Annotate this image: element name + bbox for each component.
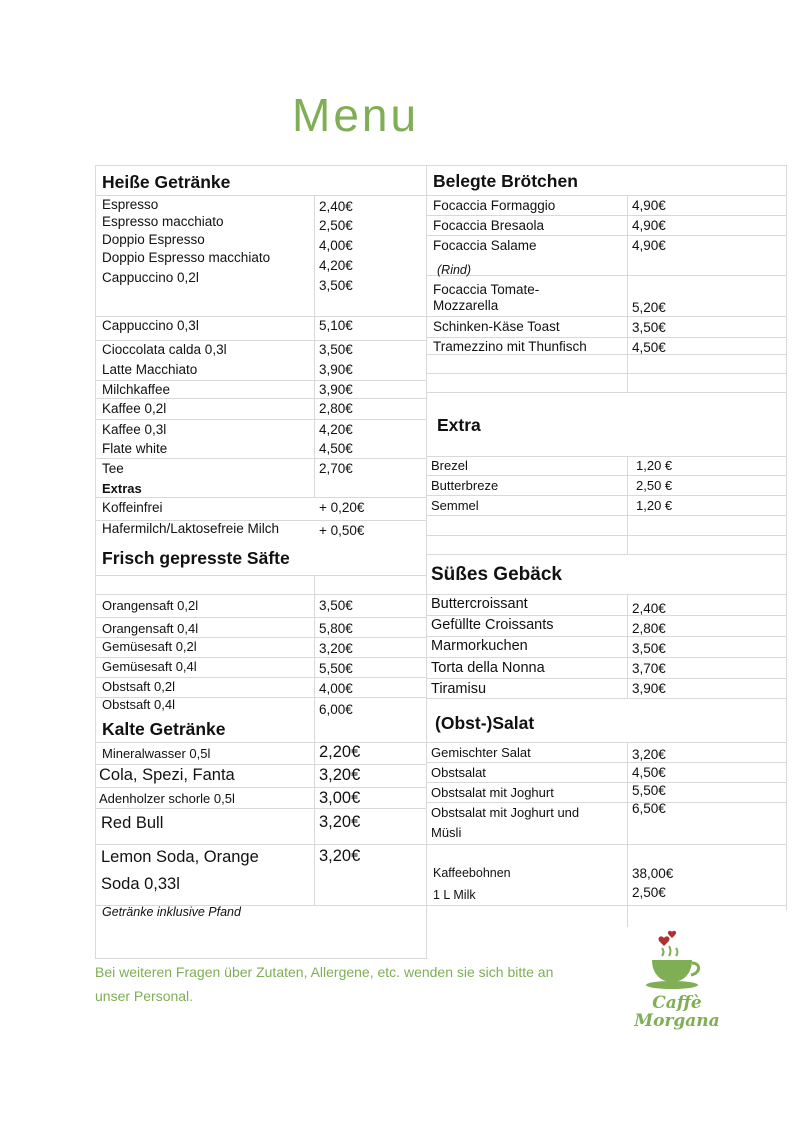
- allergen-note-line1: Bei weiteren Fragen über Zutaten, Allergene, etc. wenden sie sich bitte an: [95, 964, 554, 980]
- section-heading: Extra: [437, 415, 481, 435]
- item-price: 3,90€: [319, 362, 353, 377]
- item-price: 4,50€: [632, 340, 666, 355]
- item-name: Espresso: [102, 197, 159, 212]
- section-heading: Belegte Brötchen: [433, 171, 578, 191]
- allergen-note-line2: unser Personal.: [95, 988, 194, 1004]
- item-name: Obstsaft 0,4l: [102, 697, 175, 712]
- item-price: 6,00€: [319, 702, 353, 717]
- item-name: Obstsaft 0,2l: [102, 679, 175, 694]
- item-price: 2,40€: [632, 601, 666, 616]
- item-price: 38,00€: [632, 866, 674, 881]
- item-name: Milchkaffee: [102, 382, 171, 397]
- item-price: 5,20€: [632, 300, 666, 315]
- item-price: 2,50 €: [636, 478, 673, 493]
- item-price: 3,20€: [632, 747, 666, 762]
- item-price: 2,50€: [319, 218, 353, 233]
- item-price: 2,50€: [632, 885, 666, 900]
- item-price: 5,10€: [319, 318, 353, 333]
- item-price: 3,90€: [632, 681, 666, 696]
- item-price: 4,90€: [632, 218, 666, 233]
- item-name: Gefüllte Croissants: [431, 617, 554, 633]
- item-price: 2,70€: [319, 461, 353, 476]
- section-heading: Heiße Getränke: [102, 172, 231, 192]
- item-price: 3,20€: [319, 847, 361, 865]
- item-price: 3,50€: [319, 342, 353, 357]
- item-price: 1,20 €: [636, 498, 673, 513]
- item-name: Tee: [102, 461, 124, 476]
- item-price: 2,20€: [319, 743, 361, 761]
- item-price: 4,90€: [632, 238, 666, 253]
- item-name: Cappuccino 0,2l: [102, 270, 199, 285]
- section-heading: Süßes Gebäck: [431, 564, 562, 585]
- item-price: 1,20 €: [636, 458, 673, 473]
- item-price: 3,70€: [632, 661, 666, 676]
- logo-text: [612, 994, 742, 1030]
- extras-heading: Extras: [102, 481, 142, 496]
- item-name: Focaccia Bresaola: [433, 218, 545, 233]
- item-price: 3,90€: [319, 382, 353, 397]
- caffe-morgana-logo: [612, 928, 742, 1038]
- item-price: 5,80€: [319, 621, 353, 636]
- extra-name: Koffeinfrei: [102, 500, 163, 515]
- item-name: Doppio Espresso: [102, 232, 205, 247]
- item-name: Obstsalat: [431, 765, 486, 780]
- item-name: Adenholzer schorle 0,5l: [99, 791, 235, 806]
- item-price: 4,00€: [319, 238, 353, 253]
- item-name: Buttercroissant: [431, 596, 528, 612]
- section-heading: (Obst-)Salat: [435, 713, 535, 733]
- item-price: 6,50€: [632, 801, 666, 816]
- item-name: Cioccolata calda 0,3l: [102, 342, 227, 357]
- item-name: Tramezzino mit Thunfisch: [433, 339, 587, 354]
- item-price: 3,20€: [319, 641, 353, 656]
- item-price: 5,50€: [632, 783, 666, 798]
- item-name: Brezel: [431, 458, 468, 473]
- logo-line1: Caffè: [652, 993, 702, 1013]
- item-price: 2,80€: [632, 621, 666, 636]
- item-price: 4,20€: [319, 258, 353, 273]
- item-name: Gemüsesaft 0,4l: [102, 659, 197, 674]
- item-price: 3,20€: [319, 813, 361, 831]
- extra-price: + 0,50€: [319, 523, 365, 538]
- item-price: 4,00€: [319, 681, 353, 696]
- item-price: 4,50€: [632, 765, 666, 780]
- item-name: Gemischter Salat: [431, 745, 531, 760]
- item-price: 3,50€: [632, 320, 666, 335]
- item-name: Kaffeebohnen: [433, 866, 511, 880]
- item-name-line2: Soda 0,33l: [101, 875, 180, 893]
- item-name: Red Bull: [101, 814, 164, 832]
- section-heading: Frisch gepresste Säfte: [102, 548, 290, 568]
- item-name: 1 L Milk: [433, 888, 476, 902]
- section-heading: Kalte Getränke: [102, 719, 226, 739]
- item-price: 3,50€: [319, 598, 353, 613]
- item-name: Focaccia Tomate-: [433, 282, 540, 297]
- item-price: 4,50€: [319, 441, 353, 456]
- item-name: Mineralwasser 0,5l: [102, 746, 211, 761]
- item-name: Tiramisu: [431, 681, 487, 697]
- page-title: Menu: [292, 89, 420, 141]
- pfand-note: Getränke inklusive Pfand: [102, 905, 241, 919]
- item-sub: (Rind): [437, 263, 472, 277]
- item-price: 4,90€: [632, 198, 666, 213]
- extra-name: Hafermilch/Laktosefreie Milch: [102, 521, 280, 536]
- item-name: Semmel: [431, 498, 479, 513]
- extra-price: + 0,20€: [319, 500, 365, 515]
- item-name: Cola, Spezi, Fanta: [99, 766, 235, 784]
- item-name: Kaffee 0,2l: [102, 401, 167, 416]
- item-name: Focaccia Salame: [433, 238, 537, 253]
- item-name: Butterbreze: [431, 478, 499, 493]
- item-price: 2,80€: [319, 401, 353, 416]
- item-price: 3,20€: [319, 766, 361, 784]
- item-price: 3,50€: [319, 278, 353, 293]
- allergen-note: [95, 960, 595, 1008]
- item-name-line2: Müsli: [431, 825, 462, 840]
- item-name: Latte Macchiato: [102, 362, 198, 377]
- item-name: Focaccia Formaggio: [433, 198, 556, 213]
- item-name: Obstsalat mit Joghurt und: [431, 805, 580, 820]
- item-name: Doppio Espresso macchiato: [102, 250, 271, 265]
- item-price: 3,00€: [319, 789, 361, 807]
- logo-line2: Morgana: [634, 1011, 720, 1031]
- item-name: Schinken-Käse Toast: [433, 319, 560, 334]
- item-name: Kaffee 0,3l: [102, 422, 167, 437]
- item-name-line2: Mozzarella: [433, 298, 499, 313]
- item-name: Gemüsesaft 0,2l: [102, 639, 197, 654]
- item-name: Lemon Soda, Orange: [101, 848, 259, 866]
- item-name: Flate white: [102, 441, 168, 456]
- item-price: 5,50€: [319, 661, 353, 676]
- item-price: 4,20€: [319, 422, 353, 437]
- item-name: Espresso macchiato: [102, 214, 224, 229]
- item-name: Orangensaft 0,4l: [102, 621, 199, 636]
- item-price: 3,50€: [632, 641, 666, 656]
- item-name: Obstsalat mit Joghurt: [431, 785, 554, 800]
- item-name: Torta della Nonna: [431, 660, 545, 676]
- item-name: Cappuccino 0,3l: [102, 318, 199, 333]
- item-name: Orangensaft 0,2l: [102, 598, 199, 613]
- item-price: 2,40€: [319, 199, 353, 214]
- item-name: Marmorkuchen: [431, 638, 528, 654]
